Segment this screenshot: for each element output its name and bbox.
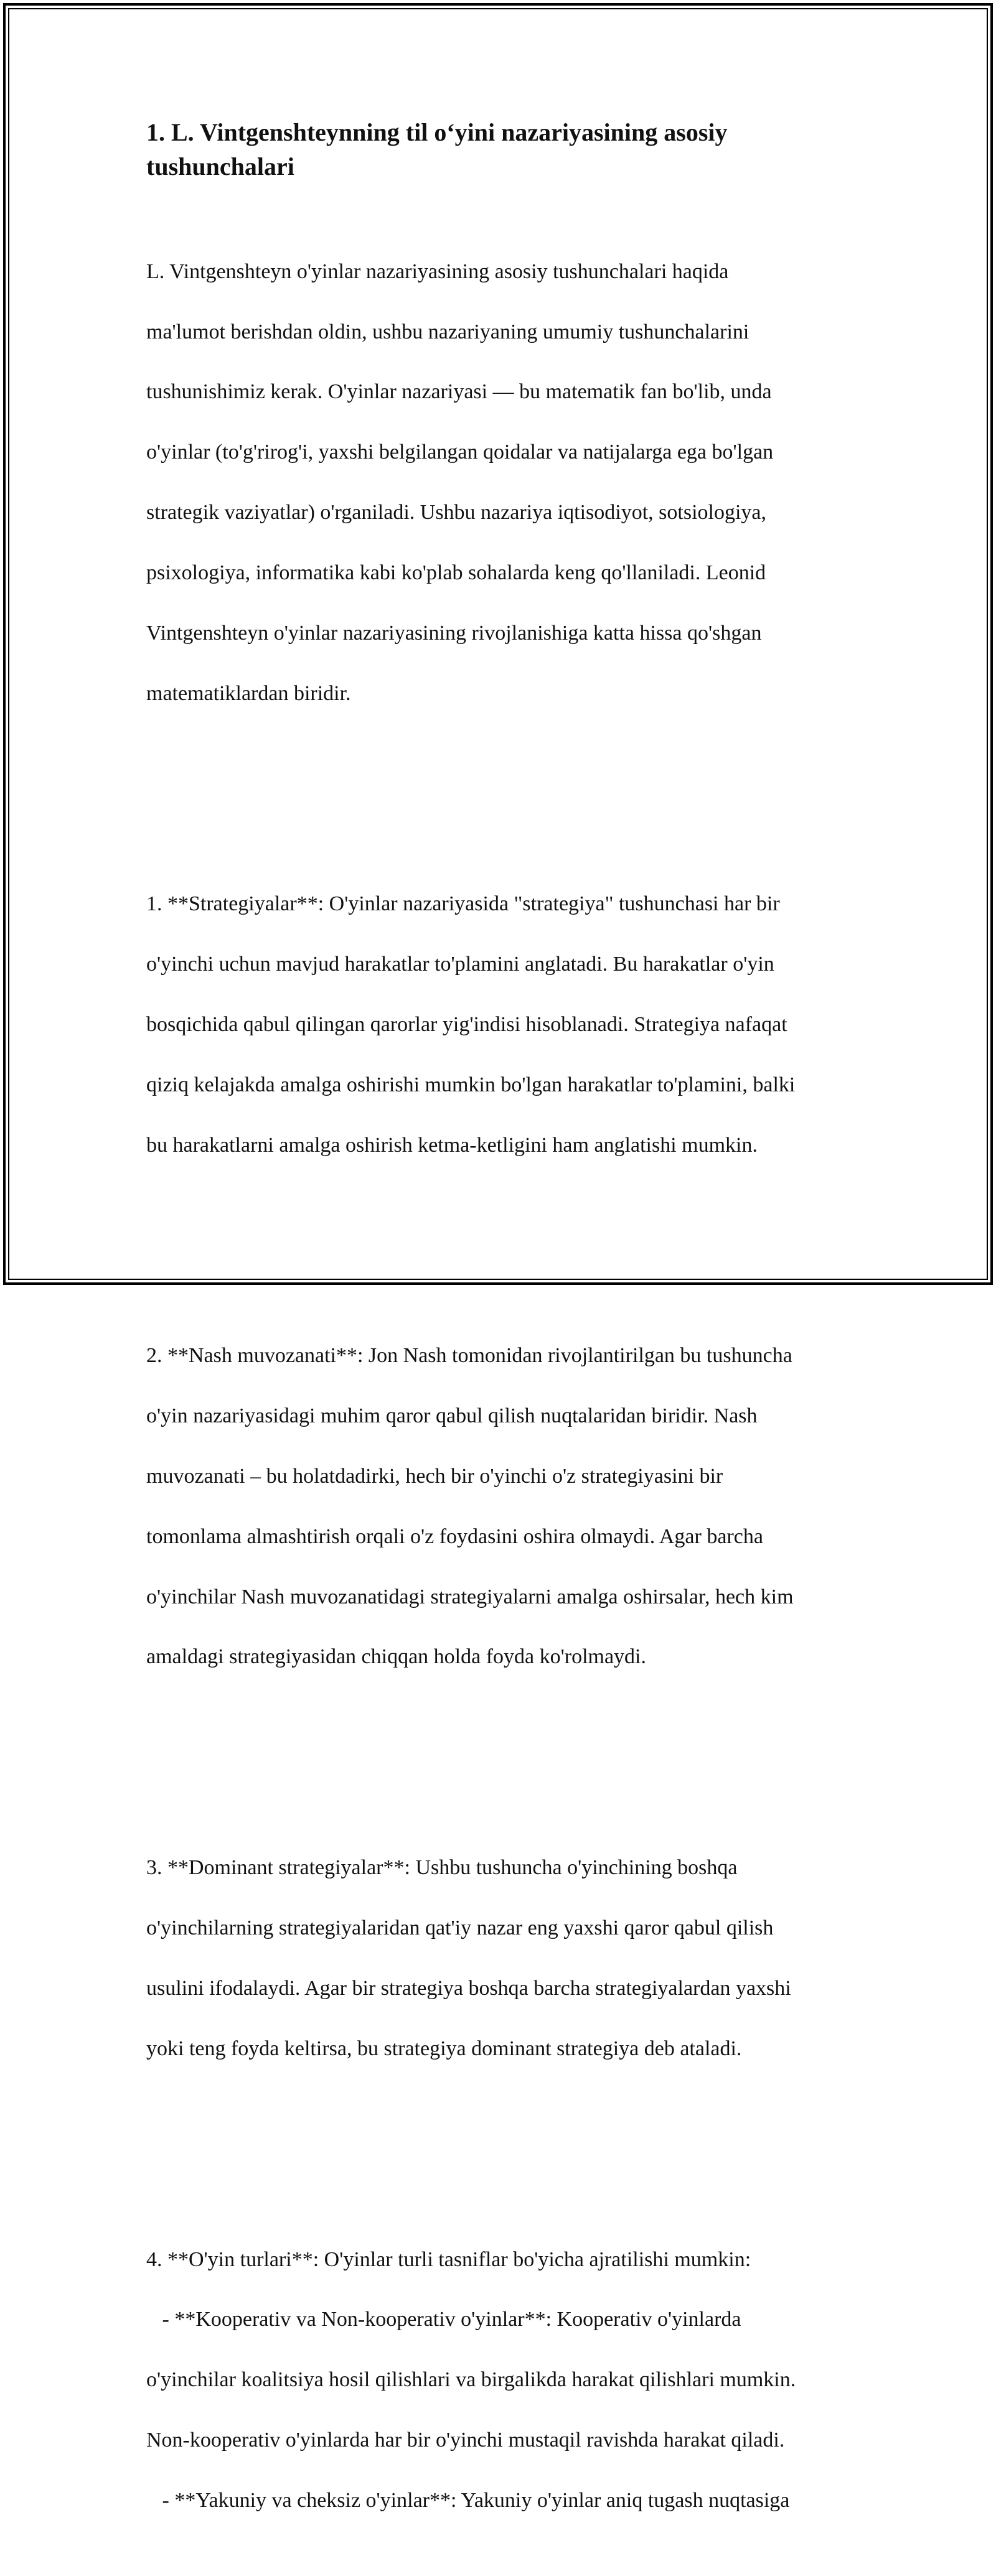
- text-line: bu harakatlarni amalga oshirish ketma-ketligini ham anglatishi mumkin.: [146, 1133, 758, 1157]
- paragraph-gap: [146, 1221, 859, 1251]
- heading-line: tushunchalari: [146, 152, 294, 180]
- text-line: ma'lumot berishdan oldin, ushbu nazariyaning umumiy tushunchalarini: [146, 320, 749, 343]
- text-line: amaldagi strategiyasidan chiqqan holda foyda ko'rolmaydi.: [146, 1645, 647, 1669]
- text-line: tushunishimiz kerak. O'yinlar nazariyasi — bu matematik fan bo'lib, unda: [146, 380, 772, 404]
- text-line: 1. **Strategiyalar**: O'yinlar nazariyasida "strategiya" tushunchasi har bir: [146, 892, 780, 916]
- heading-line: 1. L. Vintgenshteynning til o‘yini nazariyasining asosiy: [146, 118, 728, 146]
- text-line: 2. **Nash muvozanati**: Jon Nash tomonidan rivojlantirilgan bu tushuncha: [146, 1344, 792, 1368]
- text-line: Vintgenshteyn o'yinlar nazariyasining rivojlanishiga katta hissa qo'shgan: [146, 621, 762, 645]
- section-heading: [146, 115, 859, 184]
- text-line: - **Yakuniy va cheksiz o'yinlar**: Yakuniy o'yinlar aniq tugash nuqtasiga: [146, 2488, 790, 2512]
- text-line: L. Vintgenshteyn o'yinlar nazariyasining asosiy tushunchalari haqida: [146, 259, 729, 283]
- text-line: bosqichida qabul qilingan qarorlar yig'indisi hisoblanadi. Strategiya nafaqat: [146, 1012, 787, 1036]
- text-line: yoki teng foyda keltirsa, bu strategiya dominant strategiya deb ataladi.: [146, 2037, 742, 2060]
- body-text: [146, 197, 859, 2576]
- text-line: usulini ifodalaydi. Agar bir strategiya boshqa barcha strategiyalardan yaxshi: [146, 1976, 791, 2000]
- paragraph-gap: [146, 769, 859, 799]
- paragraph-gap: [146, 1733, 859, 1763]
- text-line: 3. **Dominant strategiyalar**: Ushbu tushuncha o'yinchining boshqa: [146, 1856, 738, 1880]
- text-line: psixologiya, informatika kabi ko'plab sohalarda keng qo'llaniladi. Leonid: [146, 561, 766, 584]
- list-item-nash-equilibrium: [146, 1311, 859, 1702]
- text-line: muvozanati – bu holatdadirki, hech bir o'yinchi o'z strategiyasini bir: [146, 1465, 723, 1488]
- text-line: strategik vaziyatlar) o'rganiladi. Ushbu nazariya iqtisodiyot, sotsiologiya,: [146, 501, 766, 525]
- text-line: 4. **O'yin turlari**: O'yinlar turli tasniflar bo'yicha ajratilishi mumkin:: [146, 2247, 751, 2271]
- text-line: - **Kooperativ va Non-kooperativ o'yinlar**: Kooperativ o'yinlarda: [146, 2308, 741, 2331]
- text-line: o'yinlar (to'g'rirog'i, yaxshi belgilangan qoidalar va natijalarga ega bo'lgan: [146, 441, 774, 464]
- list-item-strategies: [146, 859, 859, 1190]
- list-item-game-types: [146, 2214, 859, 2546]
- text-line: o'yinchi uchun mavjud harakatlar to'plamini anglatadi. Bu harakatlar o'yin: [146, 953, 774, 976]
- text-line: tomonlama almashtirish orqali o'z foydasini oshira olmaydi. Agar barcha: [146, 1524, 763, 1548]
- text-line: o'yinchilar koalitsiya hosil qilishlari va birgalikda harakat qilishlari mumkin.: [146, 2368, 796, 2392]
- list-item-dominant-strategies: [146, 1823, 859, 2094]
- paragraph-gap: [146, 2124, 859, 2154]
- text-line: o'yin nazariyasidagi muhim qaror qabul qilish nuqtalaridan biridir. Nash: [146, 1404, 758, 1428]
- intro-paragraph: [146, 226, 859, 739]
- text-line: o'yinchilar Nash muvozanatidagi strategiyalarni amalga oshirsalar, hech kim: [146, 1585, 794, 1608]
- text-line: o'yinchilarning strategiyalaridan qat'iy nazar eng yaxshi qaror qabul qilish: [146, 1916, 774, 1940]
- text-line: Non-kooperativ o'yinlarda har bir o'yinchi mustaqil ravishda harakat qiladi.: [146, 2429, 785, 2452]
- text-line: qiziq kelajakda amalga oshirishi mumkin bo'lgan harakatlar to'plamini, balki: [146, 1073, 796, 1096]
- text-line: matematiklardan biridir.: [146, 681, 351, 705]
- document-body: [146, 115, 859, 2576]
